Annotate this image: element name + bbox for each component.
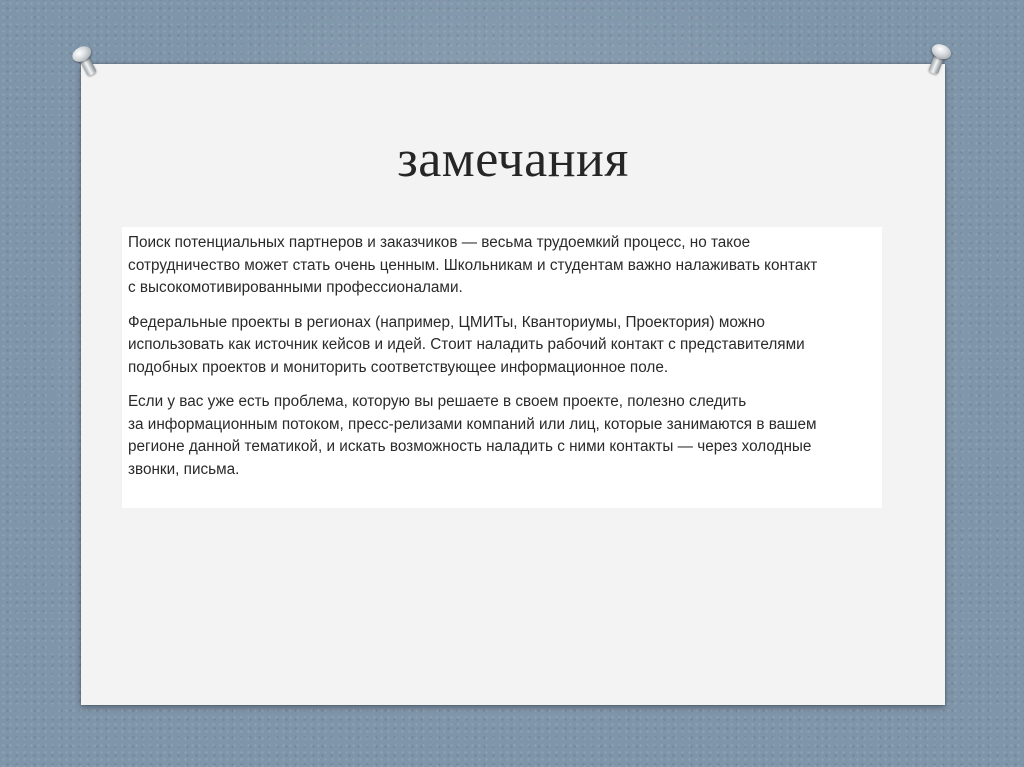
paragraph-3 bbox=[128, 391, 876, 481]
text-line: Поиск потенциальных партнеров и заказчиков — весьма трудоемкий процесс, но такое bbox=[128, 234, 751, 251]
text-line: Федеральные проекты в регионах (например, ЦМИТы, Кванториумы, Проектория) можно bbox=[128, 313, 765, 331]
slide-title: замечания bbox=[397, 131, 629, 188]
thumbtack-icon bbox=[923, 41, 954, 78]
text-line: сотрудничество может стать очень ценным. Школьникам и студентам важно налаживать контакт bbox=[128, 256, 818, 274]
text-line: с высокомотивированными профессионалами. bbox=[128, 279, 463, 296]
text-line: регионе данной тематикой, и искать возможность наладить с ними контакты — через холодные bbox=[128, 438, 812, 455]
text-line: звонки, письма. bbox=[128, 460, 240, 478]
content-text-box bbox=[122, 227, 882, 508]
text-line: за информационным потоком, пресс-релизами компаний или лиц, которые занимаются в вашем bbox=[128, 415, 817, 433]
text-line: Если у вас уже есть проблема, которую вы решаете в своем проекте, полезно следить bbox=[128, 393, 747, 410]
text-line: использовать как источник кейсов и идей. Стоит наладить рабочий контакт с представителями bbox=[128, 336, 805, 353]
paragraph-1 bbox=[128, 232, 876, 300]
paragraph-2 bbox=[128, 312, 876, 380]
text-line: подобных проектов и мониторить соответствующее информационное поле. bbox=[128, 358, 669, 376]
